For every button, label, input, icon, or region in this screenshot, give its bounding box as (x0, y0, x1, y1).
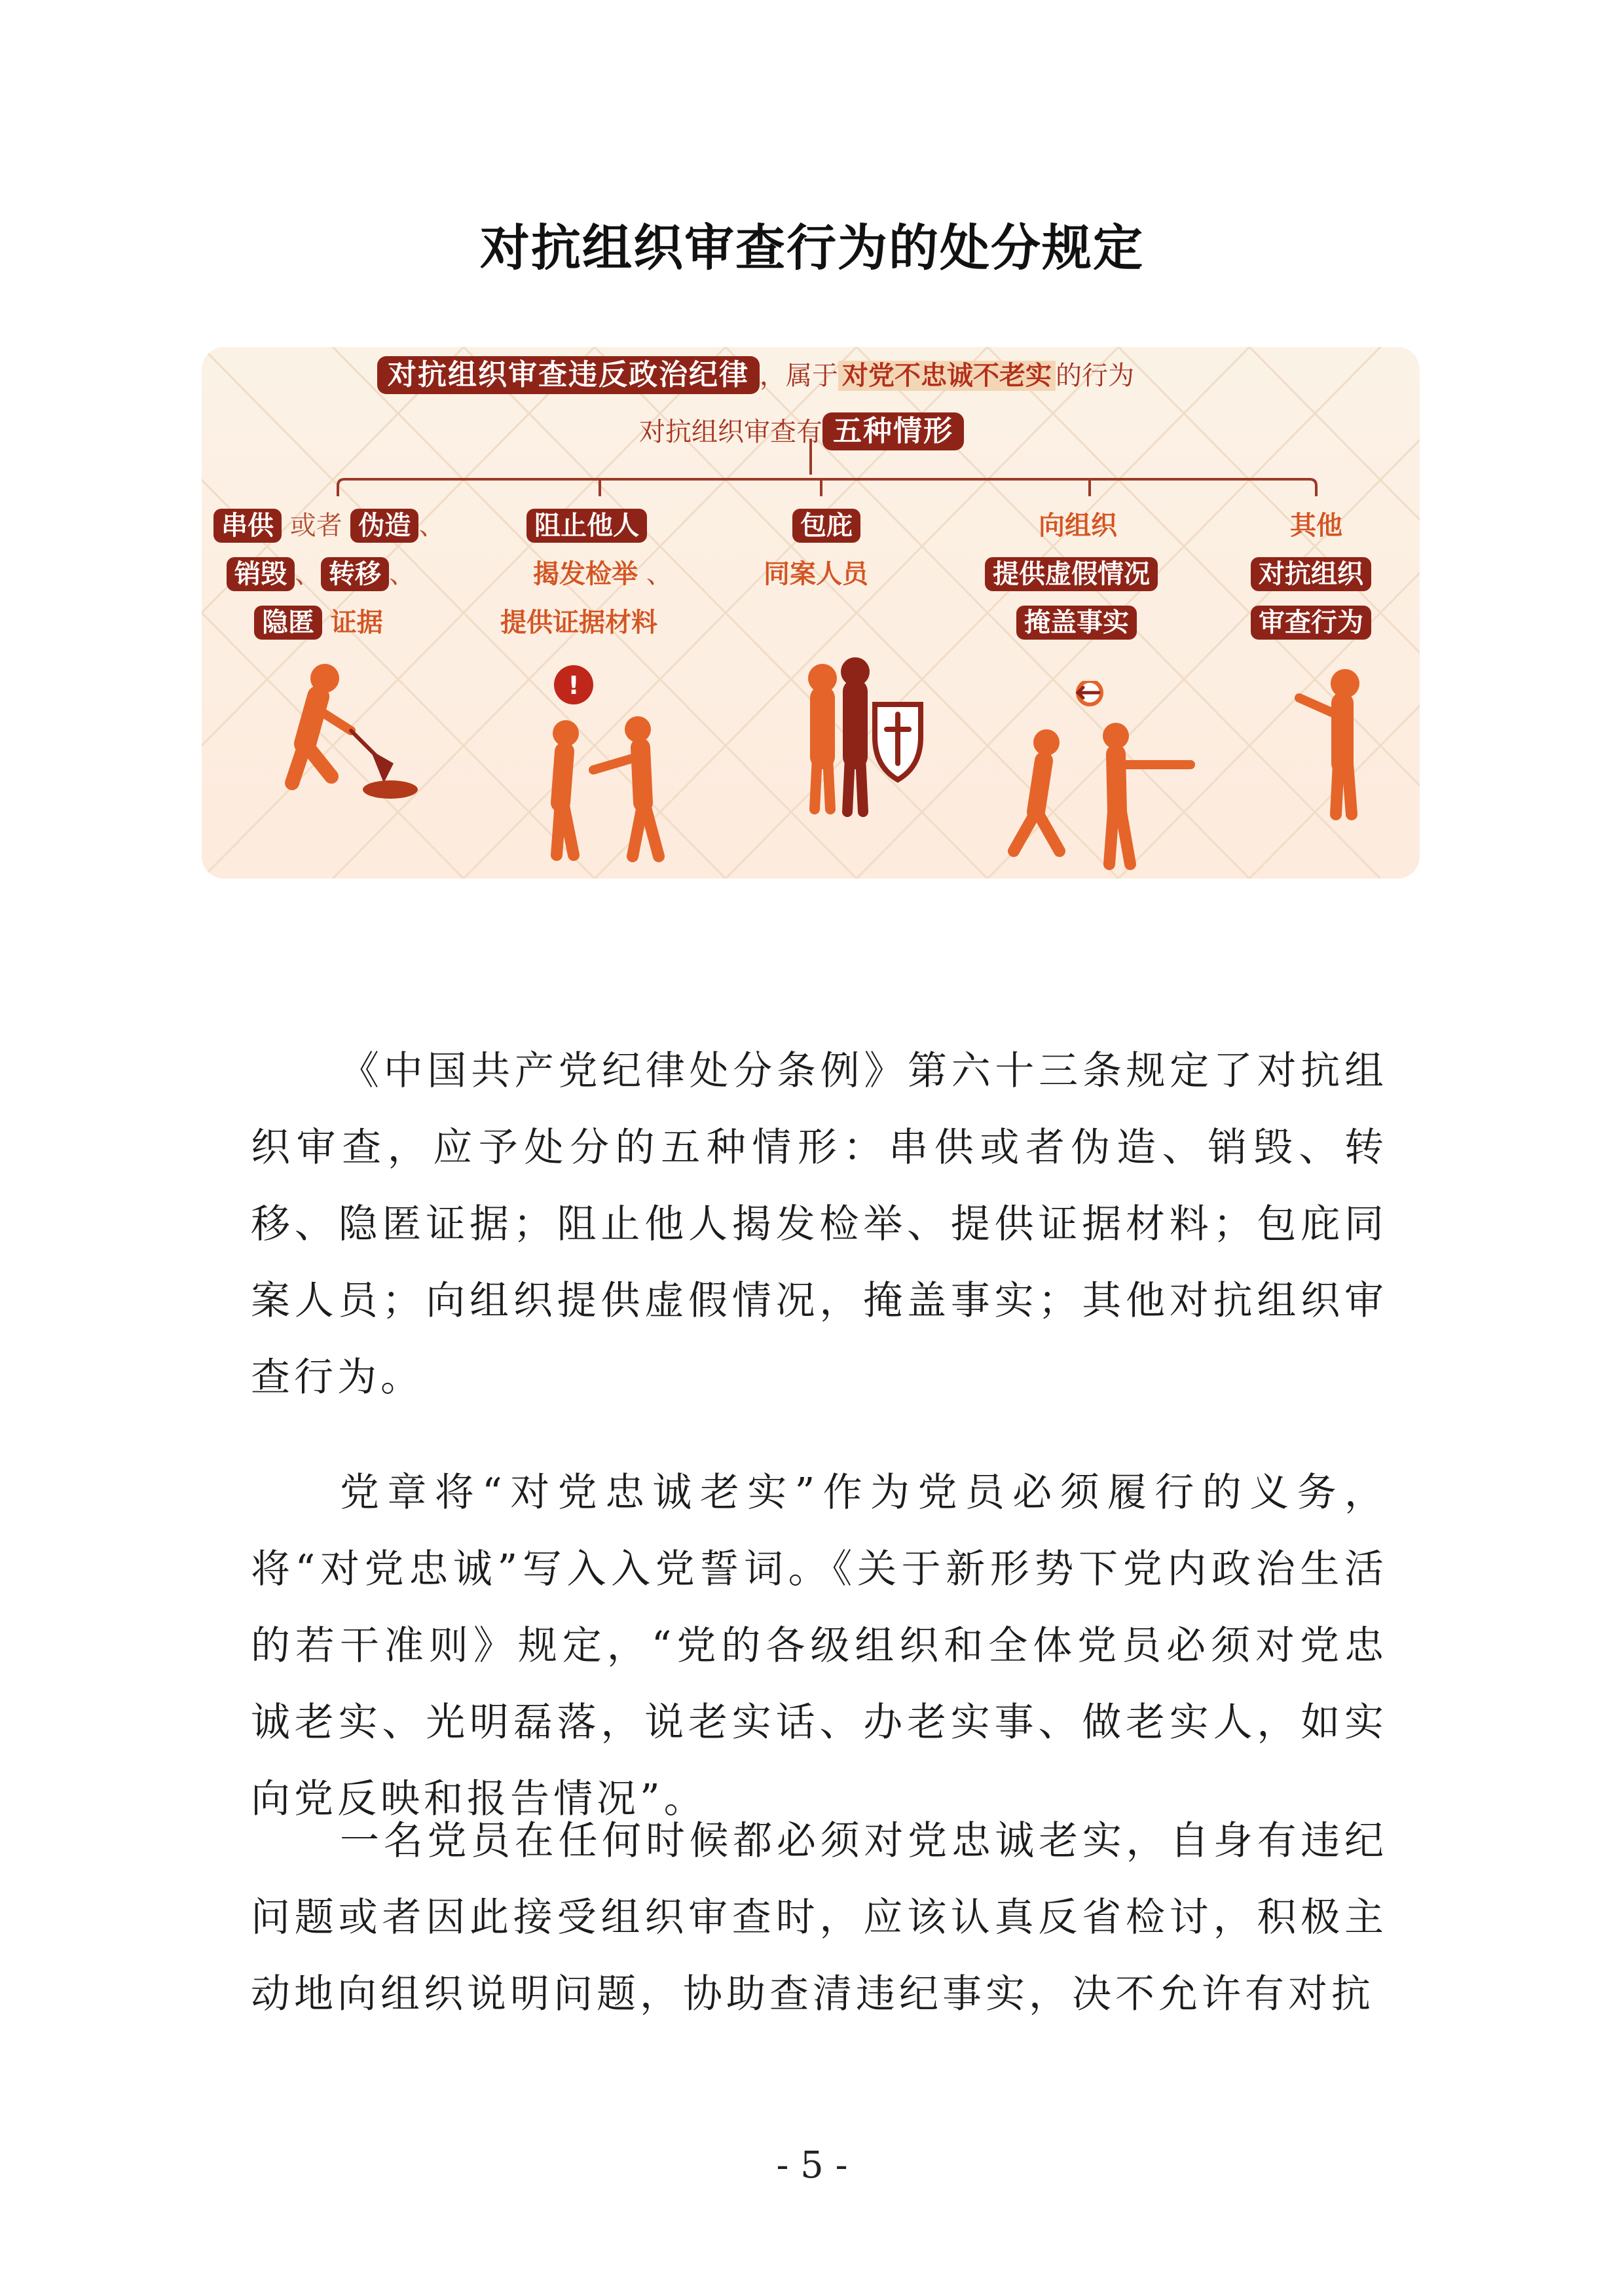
subline-box: 五种情形 (822, 412, 964, 450)
category-4-line-1 (1039, 507, 1117, 545)
tag-stop-others: 阻止他人 (526, 509, 647, 543)
category-5-line-2 (1251, 555, 1371, 593)
sep: 、 (418, 511, 445, 541)
category-3-line-1 (792, 507, 860, 545)
sep: 、 (646, 559, 673, 589)
category-5-line-3 (1251, 604, 1371, 642)
body-paragraph-3: 一名党员在任何时候都必须对党忠诚老实，自身有违纪问题或者因此接受组织审查时，应该认真反省检讨，积极主动地向组织说明问题，协助查清违纪事实，决不允许有对抗 (251, 1818, 1388, 2017)
tag-transfer: 转移 (321, 557, 389, 591)
infographic (202, 347, 1420, 879)
category-1-line-3 (254, 604, 383, 642)
tag-collusion: 串供 (213, 509, 282, 543)
headline-emphasis: 对党不忠诚不老实 (838, 361, 1056, 391)
text-to-organization: 向组织 (1039, 511, 1117, 541)
page-number: - 5 - (776, 2144, 848, 2187)
category-2-line-3 (500, 604, 657, 642)
tag-false-info: 提供虚假情况 (985, 557, 1158, 591)
tag-forge: 伪造 (350, 509, 418, 543)
text-accomplices: 同案人员 (764, 559, 868, 589)
digging-person-icon (253, 659, 423, 816)
standing-person-icon (1282, 665, 1393, 822)
category-2-line-1 (526, 507, 647, 545)
sep: 、 (389, 559, 415, 589)
warning-person-icon (528, 665, 705, 868)
tag-conceal: 隐匿 (254, 606, 322, 640)
text-evidence: 证据 (330, 608, 383, 638)
headline-tail: 的行为 (1056, 361, 1134, 391)
category-2-line-2 (533, 555, 673, 593)
tag-review-behavior: 审查行为 (1251, 606, 1371, 640)
text-or: 或者 (289, 511, 342, 541)
category-4-line-3 (1016, 604, 1137, 642)
tag-destroy: 销毁 (227, 557, 295, 591)
shield-protect-icon (783, 652, 940, 822)
tag-resist-org: 对抗组织 (1251, 557, 1371, 591)
pointing-person-icon (994, 681, 1210, 871)
category-5-line-1 (1290, 507, 1342, 545)
category-3-line-2 (764, 555, 868, 593)
body-paragraph-2: 党章将“对党忠诚老实”作为党员必须履行的义务，将“对党忠诚”写入入党誓词。《关于新形势下党内政治生活的若干准则》规定，“党的各级组织和全体党员必须对党忠诚老实、光明磊落，说老实话、办老实事、做老实人，如实向党反映和报告情况”。 (251, 1470, 1388, 1822)
body-paragraph-1: 《中国共产党纪律处分条例》第六十三条规定了对抗组织审查，应予处分的五种情形：串供或者伪造、销毁、转移、隐匿证据；阻止他人揭发检举、提供证据材料；包庇同案人员；向组织提供虚假情况，掩盖事实；其他对抗组织审查行为。 (251, 1048, 1388, 1400)
text-report: 揭发检举 (533, 559, 638, 589)
headline-box: 对抗组织审查违反政治纪律 (377, 356, 760, 394)
category-4-line-2 (985, 555, 1158, 593)
text-provide-evidence: 提供证据材料 (500, 608, 657, 638)
subline-text: 对抗组织审查有 (639, 417, 822, 447)
infographic-headline (377, 356, 1134, 395)
tag-cover-facts: 掩盖事实 (1016, 606, 1137, 640)
svg-text:!: ! (568, 671, 580, 700)
text-other: 其他 (1290, 511, 1342, 541)
category-1-line-2 (227, 555, 415, 593)
sep: 、 (295, 559, 321, 589)
tag-shield: 包庇 (792, 509, 860, 543)
page-title: 对抗组织审查行为的处分规定 (480, 219, 1144, 277)
infographic-subline (639, 412, 964, 452)
category-1-line-1 (213, 507, 445, 545)
headline-connector: ，属于 (760, 361, 838, 391)
